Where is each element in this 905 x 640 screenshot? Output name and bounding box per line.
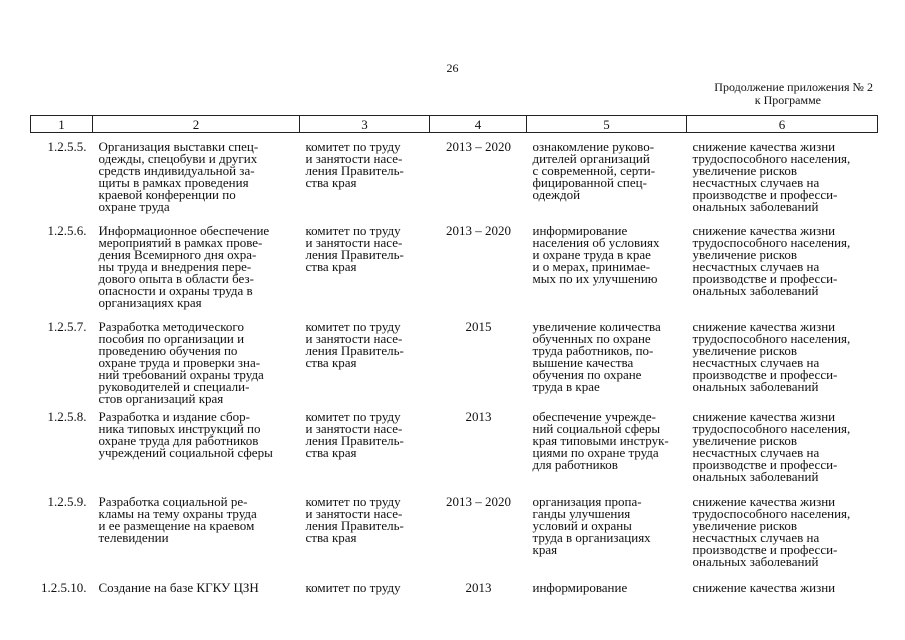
executor-cell: комитет по труду [305,580,401,595]
event-cell: Информационное обеспечение мероприятий в рамках прове- дения Всемирного дня охра- ны труда и внедрения пере- дового опыта в области без- опасности и охраны труда в организациях края [98,223,270,310]
years-cell: 2013 – 2020 [446,223,511,238]
years-cell: 2015 [465,319,492,334]
consequence-cell: снижение качества жизни трудоспособного населения, увеличение рисков несчастных случаев на производстве и професси- ональных заболеваний [692,409,851,484]
years-cell: 2013 [465,409,492,424]
table-row [31,411,878,496]
event-cell: Разработка методического пособия по организации и проведению обучения по охране труда и проверки зна- ний требований охраны труда руководителей и специали- стов организаций края [98,319,264,406]
consequence-cell: снижение качества жизни трудоспособного населения, увеличение рисков несчастных случаев на производстве и професси- ональных заболеваний [692,494,851,569]
row-number: 1.2.5.9. [47,494,87,509]
table-row [31,496,878,582]
header-col-1: 1 [31,116,93,133]
table-header [31,116,878,133]
header-col-5: 5 [527,116,687,133]
years-cell: 2013 – 2020 [446,139,511,154]
consequence-cell: снижение качества жизни [692,580,836,595]
consequence-cell: снижение качества жизни трудоспособного населения, увеличение рисков несчастных случаев на производстве и професси- ональных заболеваний [692,223,851,298]
years-cell: 2013 – 2020 [446,494,511,509]
table-row [31,225,878,321]
row-number: 1.2.5.10. [41,580,87,595]
event-cell: Организация выставки спец- одежды, спецобуви и других средств индивидуальной за- щиты в рамках проведения краевой конференции по охране труда [98,139,259,214]
header-col-4: 4 [430,116,527,133]
table-row [31,582,878,596]
consequence-cell: снижение качества жизни трудоспособного населения, увеличение рисков несчастных случаев на производстве и професси- ональных заболеваний [692,319,851,394]
row-number: 1.2.5.5. [47,139,87,154]
years-cell: 2013 [465,580,492,595]
program-table [30,115,878,596]
result-cell: информирование населения об условиях и охране труда в крае и о мерах, принимае- мых по их улучшению [532,223,660,286]
header-col-6: 6 [687,116,878,133]
table-row [31,321,878,411]
executor-cell: комитет по труду и занятости насе- ления Правитель- ства края [305,409,404,460]
result-cell: обеспечение учрежде- ний социальной сферы края типовыми инструк- циями по охране труда для работников [532,409,669,472]
event-cell: Создание на базе КГКУ ЦЗН [98,580,259,595]
row-number: 1.2.5.7. [47,319,87,334]
result-cell: ознакомление руково- дителей организаций с современной, серти- фицированной спец- одеждой [532,139,656,202]
table-body [31,133,878,597]
result-cell: увеличение количества обученных по охране труда работников, по- вышение качества обучения по охране труда в крае [532,319,661,394]
table-row [31,133,878,226]
result-cell: информирование [532,580,628,595]
result-cell: организация пропа- ганды улучшения условий и охраны труда в организациях края [532,494,651,557]
consequence-cell: снижение качества жизни трудоспособного населения, увеличение рисков несчастных случаев на производстве и професси- ональных заболеваний [692,139,851,214]
event-cell: Разработка социальной ре- кламы на тему охраны труда и ее размещение на краевом телевидении [98,494,257,545]
appendix-line-1: Продолжение приложения № 2 [714,80,873,94]
page-number: 26 [446,61,459,75]
executor-cell: комитет по труду и занятости насе- ления Правитель- ства края [305,319,404,370]
header-col-3: 3 [300,116,430,133]
row-number: 1.2.5.6. [47,223,87,238]
event-cell: Разработка и издание сбор- ника типовых инструкций по охране труда для работников учреждений социальной сферы [98,409,273,460]
row-number: 1.2.5.8. [47,409,87,424]
appendix-line-2: к Программе [754,93,821,107]
executor-cell: комитет по труду и занятости насе- ления Правитель- ства края [305,139,404,190]
header-col-2: 2 [93,116,300,133]
executor-cell: комитет по труду и занятости насе- ления Правитель- ства края [305,223,404,274]
executor-cell: комитет по труду и занятости насе- ления Правитель- ства края [305,494,404,545]
appendix-caption [633,81,873,107]
header-row [31,116,878,133]
